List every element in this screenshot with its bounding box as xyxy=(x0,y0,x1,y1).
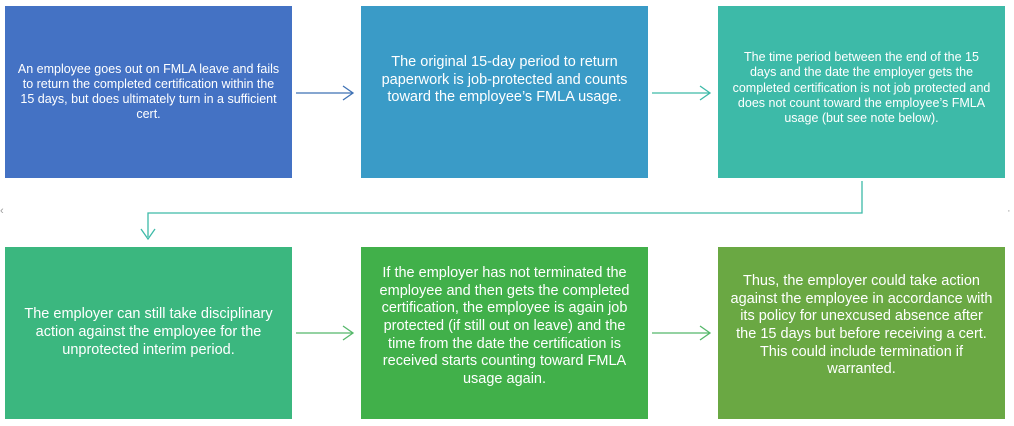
step-2-text: The original 15-day period to return paperwork is job-protected and counts toward the employee’s FMLA usage. xyxy=(381,54,628,106)
arrow-b1-b2 xyxy=(296,86,353,100)
step-4-text: The employer can still take disciplinary action against the employee for the unprotected interim period. xyxy=(24,306,273,358)
arrow-b5-b6 xyxy=(652,326,710,340)
arrow-b3-b4 xyxy=(141,181,862,239)
step-1-text: An employee goes out on FMLA leave and fails to return the completed certification within the 15 days, but does ultimately turn in a sufficient cert. xyxy=(17,61,280,122)
right-edge-tick-icon: · xyxy=(1007,205,1011,217)
arrow-b2-b3 xyxy=(652,86,710,100)
step-6-text: Thus, the employer could take action against the employee in accordance with its policy for unexcused absence after the 15 days but before receiving a cert. This could include termination if warranted. xyxy=(730,273,993,378)
step-5-text: If the employer has not terminated the employee and then gets the completed certification, the employee is again job protected (if still out on leave) and the time from the date the certification is received starts counting toward FMLA usage again. xyxy=(379,265,630,388)
left-edge-chevron-icon: ‹ xyxy=(0,205,4,217)
arrow-b4-b5 xyxy=(296,326,353,340)
step-3-text: The time period between the end of the 15 days and the date the employer gets the completed certification is not job protected and does not count toward the employee’s FMLA usage (but see note below). xyxy=(732,50,991,125)
